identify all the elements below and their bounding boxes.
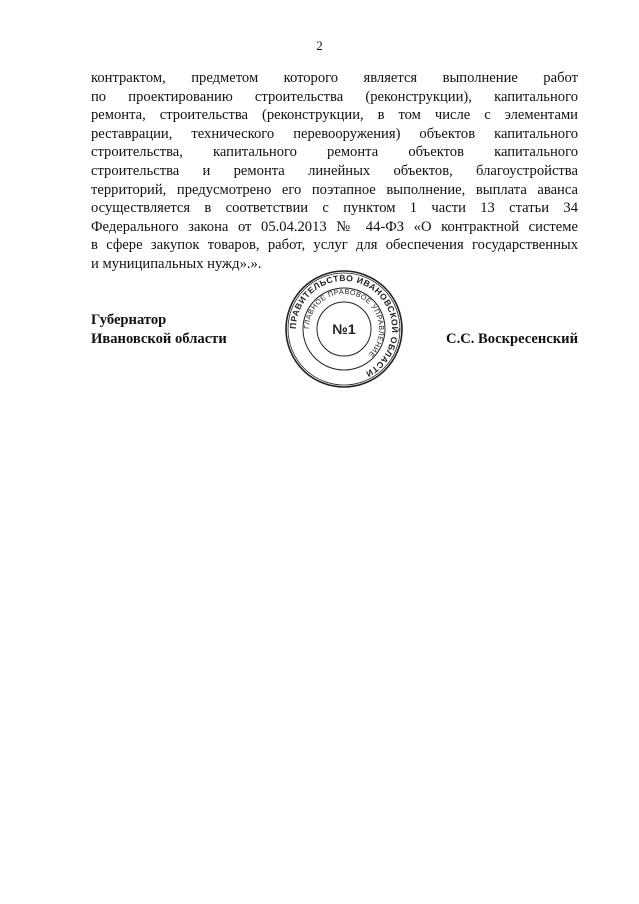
signatory-position-line: Губернатор [91, 312, 167, 328]
body-line: реставрации, технического перевооружения) объектов капитального [91, 125, 578, 142]
body-line: строительства и ремонта линейных объектов, благоустройства [91, 162, 578, 179]
official-stamp [283, 268, 405, 390]
body-line: строительства, капитального ремонта объектов капитального [91, 144, 578, 161]
signatory-position [91, 311, 227, 348]
page-number: 2 [316, 38, 323, 53]
signatory-position-line: Ивановской области [91, 330, 227, 347]
body-line: в сфере закупок товаров, работ, услуг для обеспечения государственных [91, 237, 578, 254]
stamp-inner-ring-text: ГЛАВНОЕ ПРАВОВОЕ УПРАВЛЕНИЕ [301, 286, 387, 360]
body-line: по проектированию строительства (реконструкции), капитального [91, 88, 578, 105]
stamp-number: №1 [332, 321, 356, 337]
body-line: осуществляется в соответствии с пунктом 1 части 13 статьи 34 [91, 200, 578, 217]
body-paragraph [91, 69, 578, 274]
stamp-ring-text: ПРАВИТЕЛЬСТВО ИВАНОВСКОЙ ОБЛАСТИ [287, 272, 401, 380]
body-line: контрактом, предметом которого является выполнение работ [91, 70, 578, 86]
body-line: ремонта, строительства (реконструкции, в том числе с элементами [91, 107, 578, 124]
signatory-name: С.С. Воскресенский [446, 331, 578, 347]
body-line: Федерального закона от 05.04.2013 № 44-ФЗ «О контрактной системе [91, 218, 578, 235]
body-line: и муниципальных нужд».». [91, 255, 262, 272]
body-line: территорий, предусмотрено его поэтапное выполнение, выплата аванса [91, 181, 578, 198]
